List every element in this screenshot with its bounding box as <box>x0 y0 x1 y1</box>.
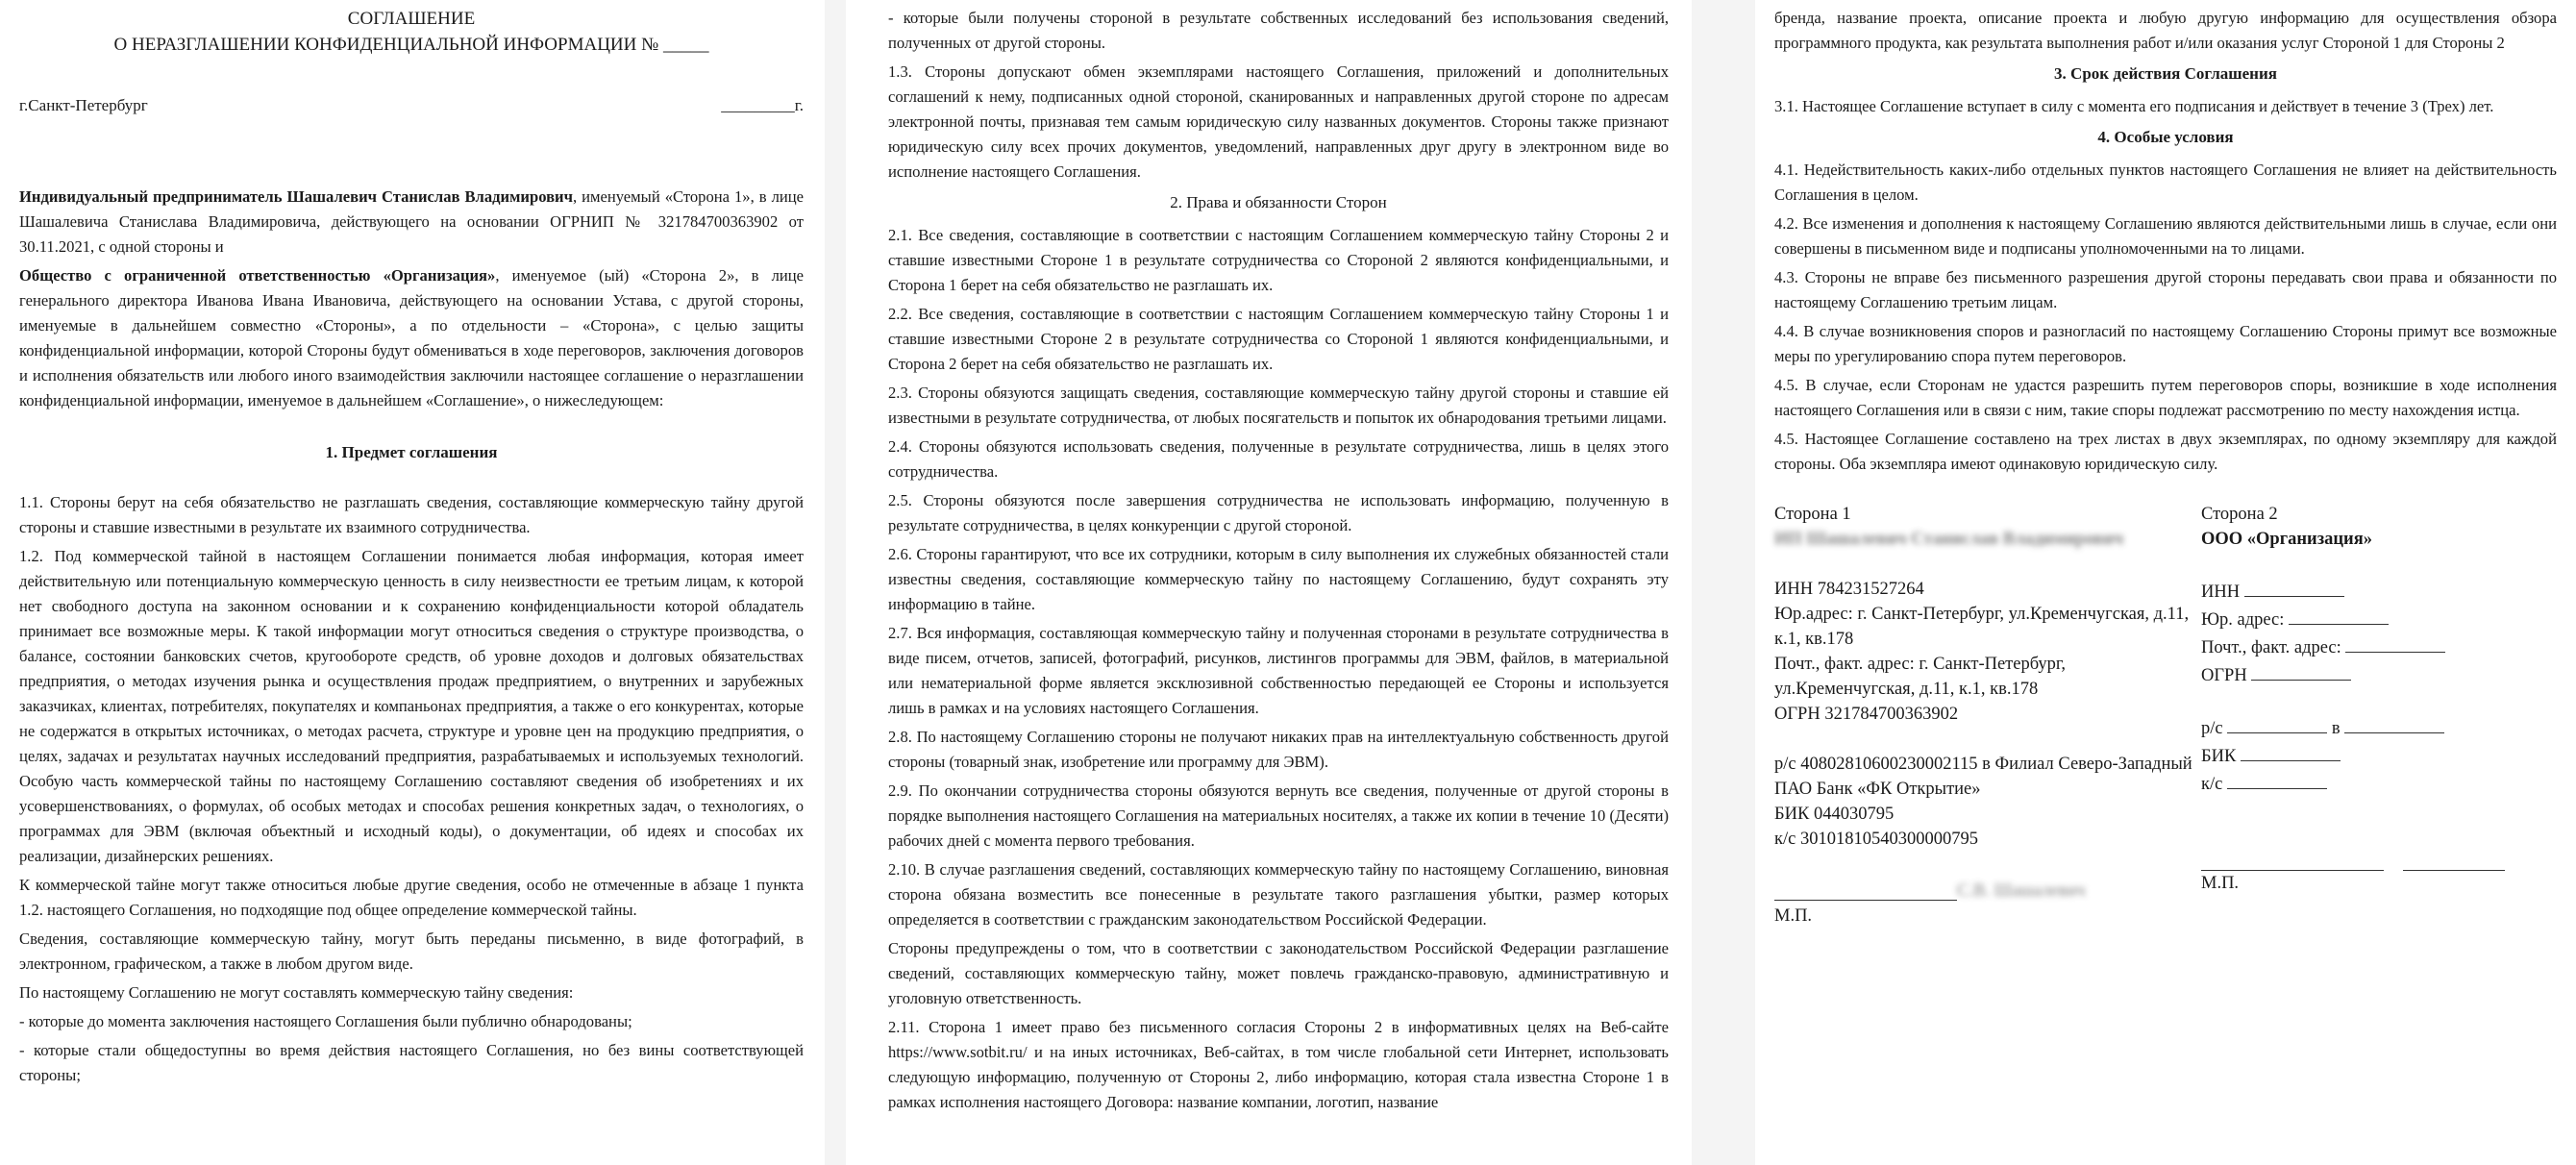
party2-label: Сторона 2 <box>2201 505 2278 524</box>
party2-paragraph: Общество с ограниченной ответственностью «Организация», именуемое (ый) «Сторона 2», в лице генерального директора Иванова Ивана Ивановича, действующего на основании Устава, с другой стороны, именуемые в дальнейшем совместно «Стороны», а по отдельности – «Сторона», с целью защиты конфиденциальной информации, которой Стороны будут обмениваться в ходе переговоров, заключения договоров и исполнения обязательств или любого иного взаимодействия заключили настоящее соглашение о неразглашении конфиденциальной информации, именуемое в дальнейшем «Соглашение», о нижеследующем: <box>19 266 804 409</box>
clause-1-2-c: Сведения, составляющие коммерческую тайну, могут быть переданы письменно, в виде фотографий, в электронном, графическом, а также в любом другом виде. <box>19 930 804 973</box>
party2-signature-line <box>2201 849 2557 871</box>
clause-2-2: 2.2. Все сведения, составляющие в соответствии с настоящим Соглашением коммерческую тайну Стороны 1 и ставшие известными Стороне 2 в результате сотрудничества со Стороной 1 являются конфиденциальными, и Сторона 2 берет на себя обязательство не разглашать их. <box>888 305 1669 373</box>
party1-inn: ИНН 784231527264 <box>1774 580 1924 599</box>
clause-1-3: 1.3. Стороны допускают обмен экземплярами настоящего Соглашения, приложений и дополнительных соглашений к нему, подписанных одной стороной, сканированных и направленных другой стороне по адресам электронной почты, признавая тем самым юридическую силу названных документов. Стороны также признают юридическую силу всех прочих документов, уведомлений, направленных друг другу в электронном виде во исполнение настоящего Соглашения. <box>888 62 1669 181</box>
clause-4-3: 4.3. Стороны не вправе без письменного разрешения другой стороны передавать свои права и обязанности по настоящему Соглашению третьим лицам. <box>1774 268 2557 311</box>
page-gap <box>1692 0 1755 1165</box>
party2-requisites <box>2201 502 2557 929</box>
section-4-heading: 4. Особые условия <box>2097 128 2234 146</box>
party2-postal-address-line: Почт., факт. адрес: <box>2201 632 2557 660</box>
clause-4-5: 4.5. В случае, если Сторонам не удастся разрешить путем переговоров споры, возникшие в ходе исполнения настоящего Соглашения или в связи с ним, такие споры подлежат рассмотрению по месту нахождения истца. <box>1774 376 2557 419</box>
clause-4-6: 4.5. Настоящее Соглашение составлено на трех листах в двух экземплярах, по одному экземпляру для каждой стороны. Оба экземпляра имеют одинаковую юридическую силу. <box>1774 430 2557 473</box>
clause-2-11-cont: бренда, название проекта, описание проекта и любую другую информацию для осуществления обзора программного продукта, как результата выполнения работ и/или оказания услуг Стороной 1 для Стороны 2 <box>1774 9 2557 52</box>
party2-legal-address-line: Юр. адрес: <box>2201 605 2557 632</box>
party2-inn-line: ИНН <box>2201 577 2557 605</box>
party1-paragraph: Индивидуальный предприниматель Шашалевич Станислав Владимирович, именуемый «Сторона 1», в лице Шашалевича Станислава Владимировича, действующего на основании ОГРНИП № 321784700363902 от 30.11.2021, с одной стороны и <box>19 187 804 256</box>
party2-ogrn-line: ОГРН <box>2201 660 2557 688</box>
clause-2-11: 2.11. Сторона 1 имеет право без письменного согласия Стороны 2 в информативных целях на Веб-сайте https://www.sotbit.ru/ и на иных источниках, Веб-сайтах, в том числе глобальной сети Интернет, использовать следующую информацию, полученную от Стороны 2, либо информацию, которая стала известна Стороне 1 в рамках исполнения настоящего Договора: название компании, логотип, название <box>888 1018 1669 1111</box>
clause-1-2: 1.2. Под коммерческой тайной в настоящем Соглашении понимается любая информация, которая имеет действительную или потенциальную коммерческую ценность в силу неизвестности ее третьим лицам, к которой нет свободного доступа на законном основании и к сохранению конфиденциальности которой обладатель принимает все возможные меры. К такой информации могут относиться сведения о структуре производства, о балансе, состоянии банковских счетов, кругообороте средств, об уровне доходов и долговых обязательствах предприятия, о методах изучения рынка и осуществления продаж предприятием, о внутренних и зарубежных заказчиках, клиентах, потребителях, покупателях и компаньонах предприятия, а также о его конкурентах, которые не содержатся в открытых источниках, о методах расчета, структуре и уровне цен на продукцию предприятия, о целях, задачах и результатах научных исследований предприятия, разрабатываемых и используемых технологий. Особую часть коммерческой тайны по настоящему Соглашению составляют сведения об изобретениях и их усовершенствованиях, о формулах, об особых методах и способах решения конкретных задач, о технологиях, о программах для ЭВМ (включая объектный и исходный коды), о документации, об идеях и способах их реализации, дизайнерских решениях. <box>19 547 804 865</box>
doc-title: СОГЛАШЕНИЕ <box>347 9 476 29</box>
party2-bik-line: БИК <box>2201 741 2557 769</box>
party2-account-line: р/с в <box>2201 713 2557 741</box>
clause-2-6: 2.6. Стороны гарантируют, что все их сотрудники, которым в силу выполнения их служебных обязанностей стали известны сведения, составляющие коммерческую тайну по настоящему Соглашению, будут сохранять эту информацию в тайне. <box>888 545 1669 613</box>
party1-label: Сторона 1 <box>1774 505 1851 524</box>
party2-name: Общество с ограниченной ответственностью «Организация» <box>19 266 496 285</box>
document-page-3 <box>1755 0 2576 1165</box>
party2-name: ООО «Организация» <box>2201 530 2372 549</box>
section-1-heading: 1. Предмет соглашения <box>325 443 498 461</box>
party1-account: р/с 40802810600230002115 в Филиал Северо-Западный ПАО Банк «ФК Открытие» <box>1774 755 2192 799</box>
clause-2-10: 2.10. В случае разглашения сведений, составляющих коммерческую тайну по настоящему Соглашению, виновная сторона обязана возместить все понесенные в результате такого разглашения убытки, размер которых определяется в соответствии с гражданским законодательством Российской Федерации. <box>888 860 1669 929</box>
party1-requisites <box>1774 502 2201 929</box>
document-page-1 <box>0 0 825 1165</box>
clause-1-2-item-3: - которые были получены стороной в результате собственных исследований без использования сведений, полученных от другой стороны. <box>888 9 1669 52</box>
party1-ogrn: ОГРН 321784700363902 <box>1774 705 1959 724</box>
clause-2-1: 2.1. Все сведения, составляющие в соответствии с настоящим Соглашением коммерческую тайну Стороны 2 и ставшие известными Стороне 1 в результате сотрудничества со Стороной 2 являются конфиденциальными, и Сторона 1 берет на себя обязательство не разглашать их. <box>888 226 1669 294</box>
party1-signature-redacted: С.В. Шашалевич <box>1957 881 2086 901</box>
clause-2-4: 2.4. Стороны обязуются использовать сведения, полученные в результате сотрудничества, лишь в целях этого сотрудничества. <box>888 437 1669 481</box>
section-3-heading: 3. Срок действия Соглашения <box>2054 64 2277 83</box>
party2-stamp-place: М.П. <box>2201 874 2240 893</box>
party1-name: Индивидуальный предприниматель Шашалевич Станислав Владимирович <box>19 187 573 206</box>
clause-1-2-item-2: - которые стали общедоступны во время действия настоящего Соглашения, но без вины соответствующей стороны; <box>19 1041 804 1084</box>
party1-signature-line <box>1774 879 2201 904</box>
document-page-2 <box>846 0 1692 1165</box>
party1-name-redacted: ИП Шашалевич Станислав Владимирович <box>1774 530 2124 549</box>
clause-2-7: 2.7. Вся информация, составляющая коммерческую тайну и полученная сторонами в результате сотрудничества в виде писем, отчетов, записей, фотографий, рисунков, листингов программы для ЭВМ, файлов, в материальной или нематериальной форме является эксклюзивной собственностью передающей ее Стороны и используется лишь в рамках и на условиях настоящего Соглашения. <box>888 624 1669 717</box>
city: г.Санкт-Петербург <box>19 96 148 114</box>
doc-subtitle: О НЕРАЗГЛАШЕНИИ КОНФИДЕНЦИАЛЬНОЙ ИНФОРМАЦИИ № _____ <box>113 35 709 55</box>
clause-2-3: 2.3. Стороны обязуются защищать сведения, составляющие коммерческую тайну другой стороны и ставшие ей известными в результате сотрудничества, от любых посягательств и попыток их обнародования третьими лицами. <box>888 384 1669 427</box>
clause-2-9: 2.9. По окончании сотрудничества стороны обязуются вернуть все сведения, полученные от другой стороны в порядке выполнения настоящего Соглашения на материальных носителях, а также их копии в течение 10 (Десяти) рабочих дней с момента первого требования. <box>888 781 1669 850</box>
party1-postal-address: Почт., факт. адрес: г. Санкт-Петербург, ул.Кременчугская, д.11, к.1, кв.178 <box>1774 655 2067 699</box>
party1-stamp-place: М.П. <box>1774 906 1813 926</box>
clause-4-2: 4.2. Все изменения и дополнения к настоящему Соглашению являются действительными лишь в случае, если они совершены в письменном виде и подписаны уполномоченными на то лицами. <box>1774 214 2557 258</box>
party1-ks: к/с 30101810540300000795 <box>1774 830 1978 849</box>
clause-1-2-d: По настоящему Соглашению не могут составлять коммерческую тайну сведения: <box>19 983 574 1002</box>
section-2-heading: 2. Права и обязанности Сторон <box>1170 193 1387 211</box>
clause-3-1: 3.1. Настоящее Соглашение вступает в силу с момента его подписания и действует в течение 3 (Трех) лет. <box>1774 97 2494 115</box>
city-date-line <box>19 94 804 117</box>
clause-4-1: 4.1. Недействительность каких-либо отдельных пунктов настоящего Соглашения не влияет на действительность Соглашения в целом. <box>1774 161 2557 204</box>
clause-2-10-b: Стороны предупреждены о том, что в соответствии с законодательством Российской Федерации разглашение сведений, составляющих коммерческую тайну, может повлечь гражданско-правовую, административную и уголовную ответственность. <box>888 939 1669 1007</box>
party1-bik: БИК 044030795 <box>1774 805 1895 824</box>
requisites-block <box>1774 502 2557 929</box>
page-gap <box>825 0 846 1165</box>
clause-1-2-item-1: - которые до момента заключения настоящего Соглашения были публично обнародованы; <box>19 1012 632 1030</box>
clause-2-8: 2.8. По настоящему Соглашению стороны не получают никаких прав на интеллектуальную собственность другой стороны (товарный знак, изобретение или программу для ЭВМ). <box>888 728 1669 771</box>
clause-1-1: 1.1. Стороны берут на себя обязательство не разглашать сведения, составляющие коммерческую тайну другой стороны и ставшие известными в результате их взаимного сотрудничества. <box>19 493 804 536</box>
clause-1-2-b: К коммерческой тайне могут также относиться любые другие сведения, особо не отмеченные в абзаце 1 пункта 1.2. настоящего Соглашения, но подходящие под общее определение коммерческой тайны. <box>19 876 804 919</box>
date-blank: _________г. <box>721 96 804 114</box>
party1-legal-address: Юр.адрес: г. Санкт-Петербург, ул.Кременчугская, д.11, к.1, кв.178 <box>1774 605 2190 649</box>
clause-4-4: 4.4. В случае возникновения споров и разногласий по настоящему Соглашению Стороны примут все возможные меры по урегулированию спора путем переговоров. <box>1774 322 2557 365</box>
party2-ks-line: к/с <box>2201 769 2557 797</box>
clause-2-5: 2.5. Стороны обязуются после завершения сотрудничества не использовать информацию, полученную в результате сотрудничества, в целях конкуренции с другой стороной. <box>888 491 1669 534</box>
